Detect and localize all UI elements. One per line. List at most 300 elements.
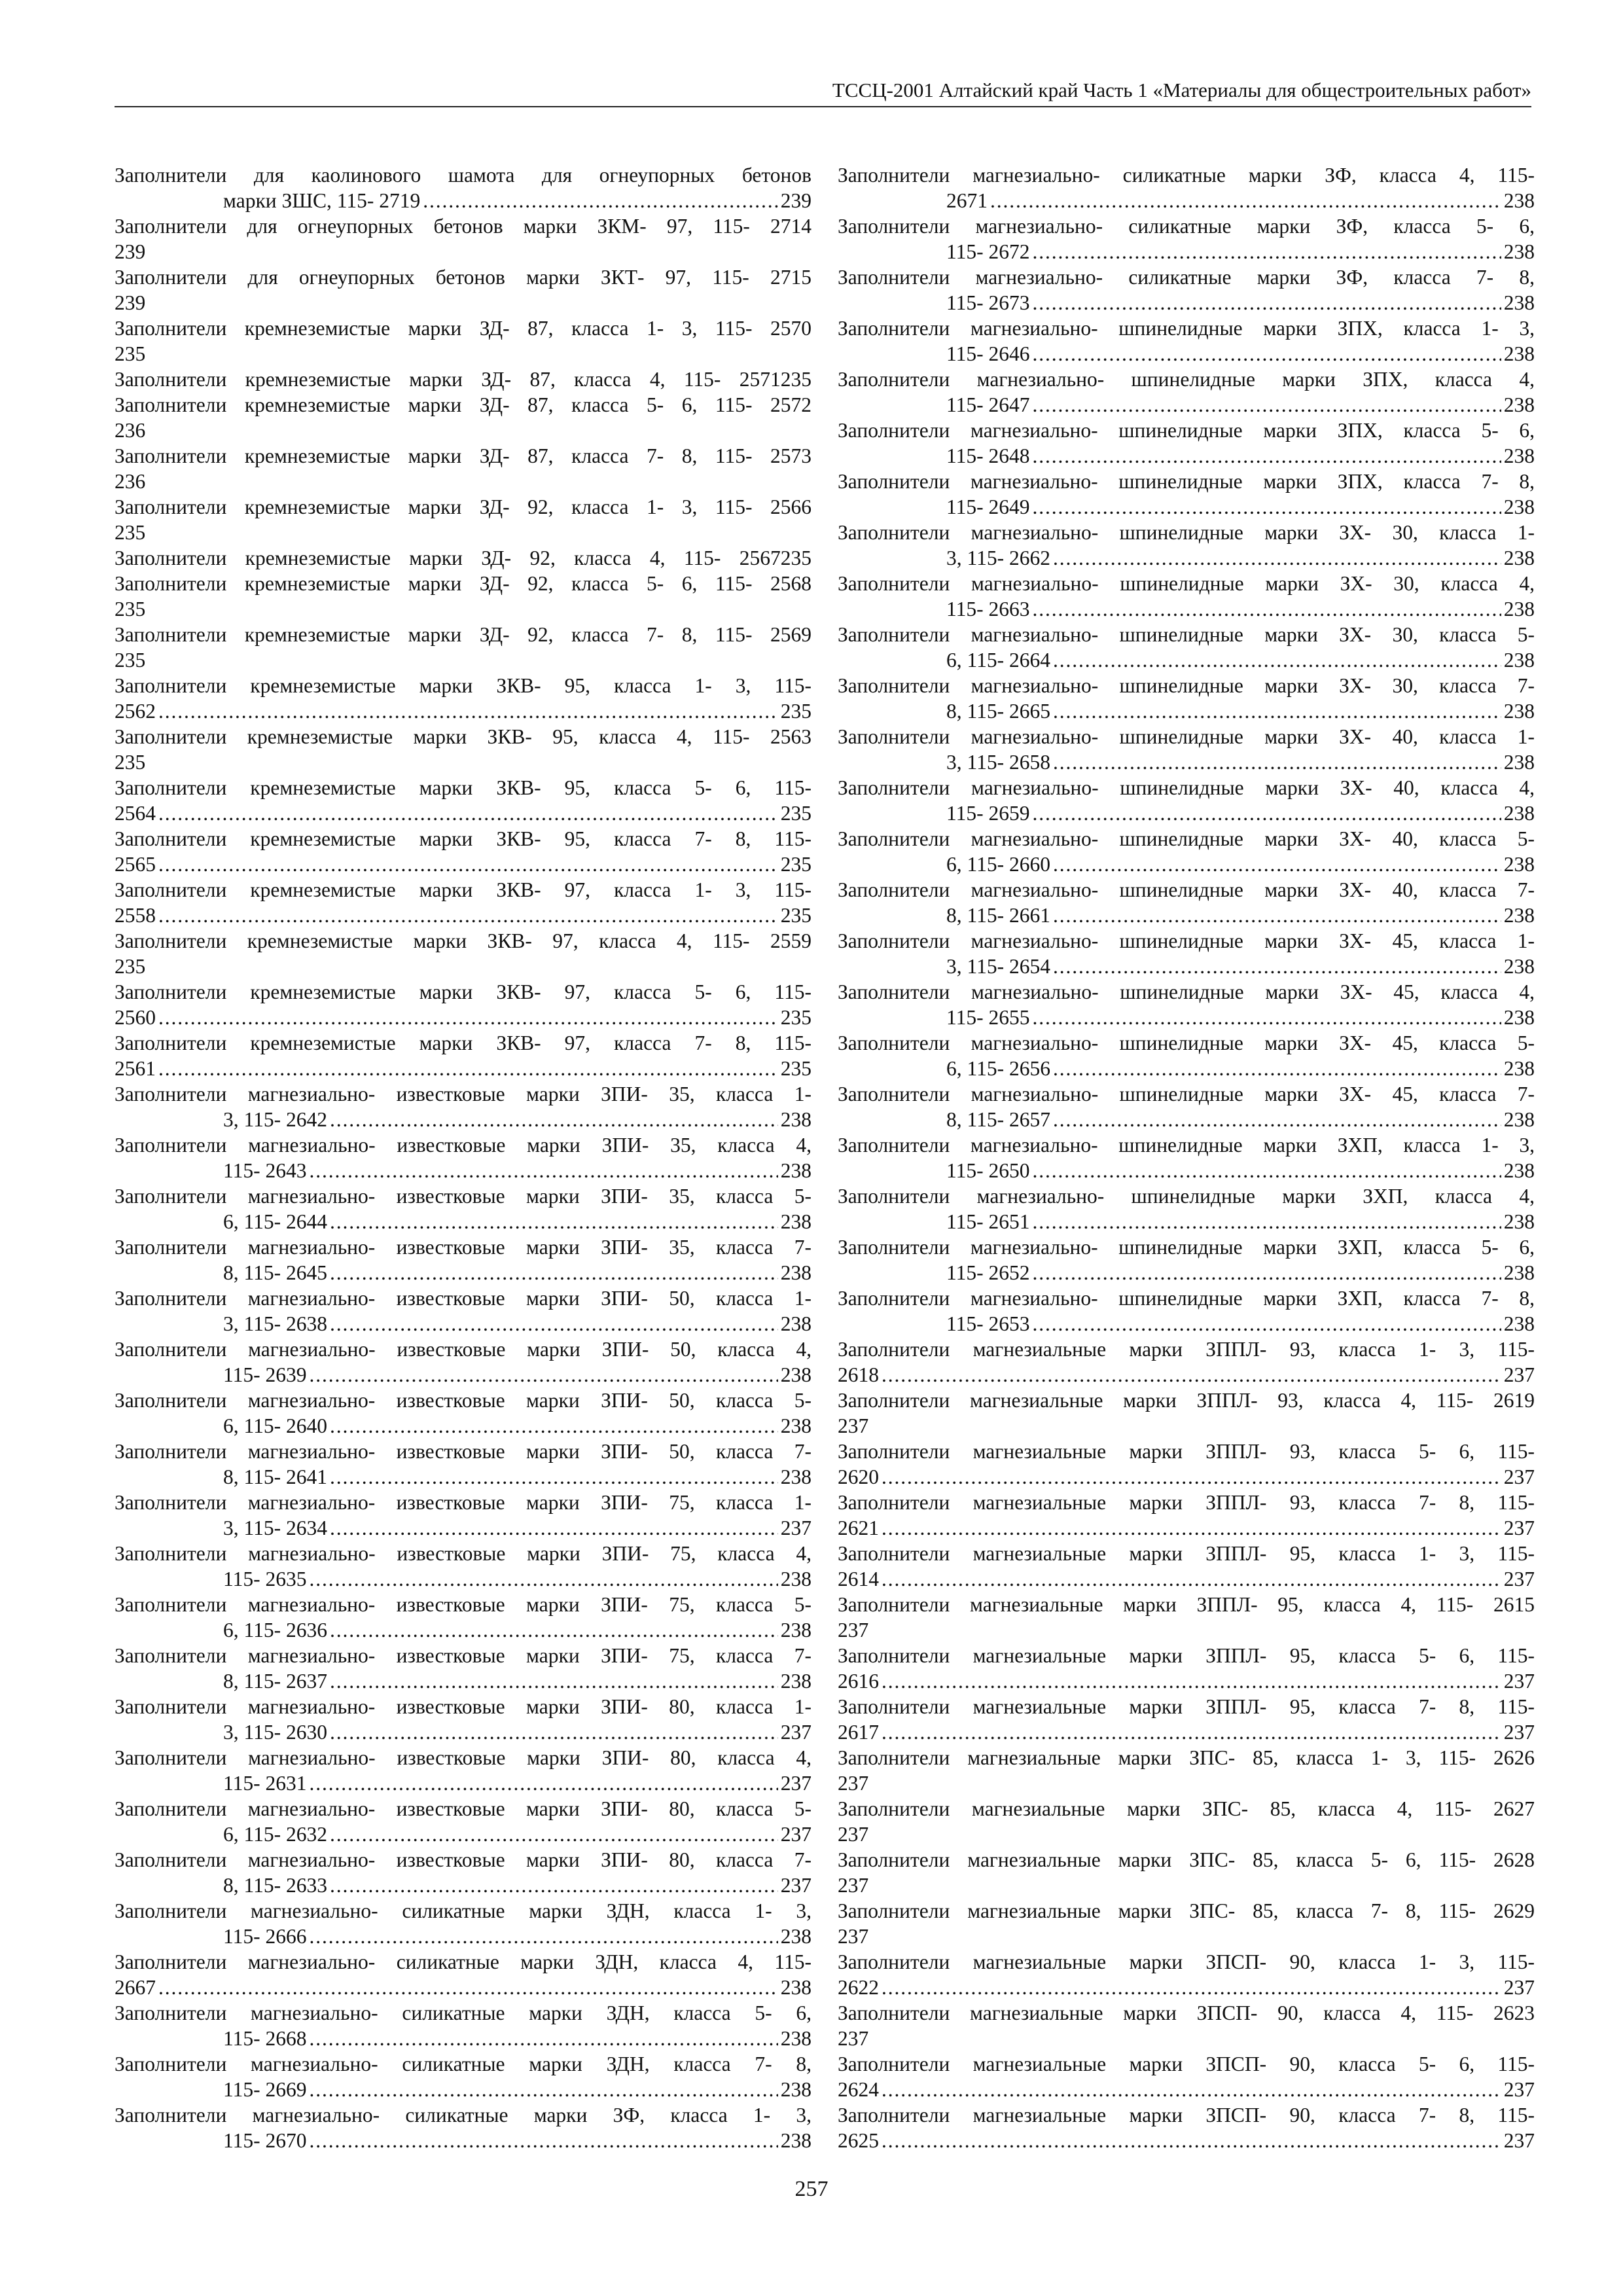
entry-text: Заполнители магнезиальные марки ЗПС- 85, класса 5- 6, 115- 2628 [838, 1848, 1535, 1871]
index-entry [115, 1745, 812, 1796]
index-entry [115, 1132, 812, 1183]
entry-text: Заполнители магнезиально- известковые марки ЗПИ- 80, класса 7- [115, 1848, 812, 1871]
index-entry [115, 622, 812, 673]
entry-continuation [838, 1464, 1535, 1490]
entry-continuation [838, 1260, 1535, 1285]
dot-leader [330, 1515, 778, 1541]
entry-text: Заполнители магнезиально- известковые марки ЗПИ- 75, класса 4, [115, 1542, 812, 1565]
page-ref: 237 [1503, 1670, 1535, 1693]
entry-continuation [115, 1413, 812, 1439]
dot-leader [1053, 1056, 1501, 1081]
entry-continuation [838, 1770, 1535, 1796]
page-ref: 237 [780, 1874, 812, 1897]
index-entry [115, 928, 812, 979]
dot-leader [309, 1362, 777, 1388]
index-entry [115, 826, 812, 877]
entry-text: Заполнители кремнеземистые марки ЗКВ- 95, класса 7- 8, 115- [115, 827, 812, 850]
entry-code: 3, 115- 2634 [223, 1516, 327, 1539]
dot-leader [1053, 852, 1501, 877]
dot-leader [1032, 1005, 1501, 1030]
entry-code: 2616 [838, 1670, 879, 1693]
entry-continuation [838, 903, 1535, 928]
entry-text: Заполнители кремнеземистые марки ЗД- 92, класса 7- 8, 115- 2569 [115, 623, 812, 646]
entry-text: Заполнители магнезиально- силикатные марки ЗДН, класса 1- 3, [115, 1899, 812, 1922]
page-ref: 237 [838, 1414, 869, 1437]
entry-continuation [838, 2026, 1535, 2051]
entry-text: Заполнители для огнеупорных бетонов марки ЗКМ- 97, 115- 2714 [115, 215, 812, 238]
entry-text: Заполнители кремнеземистые марки ЗД- 87, класса 7- 8, 115- 2573 [115, 444, 812, 467]
index-entry [115, 1183, 812, 1234]
page-ref: 237 [1503, 1465, 1535, 1488]
entry-continuation [838, 443, 1535, 469]
entry-code: 115- 2653 [946, 1312, 1030, 1335]
entry-continuation [838, 1362, 1535, 1388]
page-ref: 238 [1503, 1057, 1535, 1080]
dot-leader [1053, 954, 1501, 979]
index-entry [838, 367, 1535, 418]
index-entry [838, 622, 1535, 673]
dot-leader [423, 188, 778, 213]
entry-continuation [115, 1515, 812, 1541]
index-entry [115, 1490, 812, 1541]
entry-continuation [115, 954, 812, 979]
entry-text: Заполнители магнезиально- силикатные марки ЗДН, класса 4, 115- [115, 1950, 812, 1973]
entry-text: Заполнители кремнеземистые марки ЗКВ- 97, класса 4, 115- 2559 [115, 929, 812, 952]
page-ref: 238 [1503, 1312, 1535, 1335]
page-number: 257 [794, 2177, 829, 2201]
entry-continuation [838, 341, 1535, 367]
entry-code: 6, 115- 2660 [946, 853, 1050, 876]
entry-code: 115- 2655 [946, 1006, 1030, 1029]
page-ref: 238 [780, 2129, 812, 2152]
entry-continuation [115, 341, 812, 367]
index-entry [115, 775, 812, 826]
index-entry [838, 826, 1535, 877]
dot-leader [158, 1975, 778, 2000]
entry-text: Заполнители магнезиально- шпинелидные марки ЗХ- 45, класса 7- [838, 1083, 1535, 1105]
entry-continuation [115, 1056, 812, 1081]
page-ref: 235 [780, 700, 812, 723]
entry-text: Заполнители кремнеземистые марки ЗКВ- 97, класса 1- 3, 115- [115, 878, 812, 901]
entry-continuation [115, 469, 812, 494]
entry-text: Заполнители магнезиально- известковые марки ЗПИ- 50, класса 5- [115, 1389, 812, 1412]
page-ref: 238 [1503, 547, 1535, 569]
entry-text: Заполнители магнезиальные марки ЗППЛ- 95, класса 5- 6, 115- [838, 1644, 1535, 1667]
entry-code: 8, 115- 2637 [223, 1670, 327, 1693]
entry-text: Заполнители магнезиальные марки ЗПС- 85, класса 7- 8, 115- 2629 [838, 1899, 1535, 1922]
entry-continuation [838, 239, 1535, 264]
page-ref: 239 [115, 291, 146, 314]
entry-code: 2617 [838, 1721, 879, 1744]
entry-text: Заполнители магнезиально- известковые марки ЗПИ- 75, класса 5- [115, 1593, 812, 1616]
entry-text: Заполнители магнезиально- шпинелидные марки ЗХ- 45, класса 5- [838, 1031, 1535, 1054]
page-ref: 237 [1503, 1976, 1535, 1999]
entry-text: Заполнители для огнеупорных бетонов марки ЗКТ- 97, 115- 2715 [115, 266, 812, 289]
dot-leader [1032, 1260, 1501, 1285]
dot-leader [882, 2128, 1501, 2153]
entry-text: Заполнители магнезиально- шпинелидные марки ЗХП, класса 4, [838, 1185, 1535, 1208]
entry-continuation [838, 647, 1535, 673]
page-ref: 238 [1503, 700, 1535, 723]
index-entry [838, 1949, 1535, 2000]
dot-leader [330, 1107, 778, 1132]
index-entry [115, 1592, 812, 1643]
index-entry [838, 213, 1535, 264]
page-ref: 238 [1503, 393, 1535, 416]
entry-text: Заполнители магнезиальные марки ЗППЛ- 93, класса 4, 115- 2619 [838, 1389, 1535, 1412]
page-ref: 237 [838, 1925, 869, 1948]
index-entry [838, 724, 1535, 775]
entry-code: 6, 115- 2636 [223, 1619, 327, 1641]
entry-code: 3, 115- 2654 [946, 955, 1050, 978]
index-entry [115, 264, 812, 315]
entry-code: 115- 2647 [946, 393, 1030, 416]
dot-leader [158, 1056, 778, 1081]
entry-code: 115- 2659 [946, 802, 1030, 825]
entry-text: Заполнители магнезиально- известковые марки ЗПИ- 75, класса 1- [115, 1491, 812, 1514]
dot-leader [158, 852, 778, 877]
dot-leader [158, 903, 778, 928]
entry-continuation [115, 596, 812, 622]
entry-code: 115- 2631 [223, 1772, 307, 1795]
dot-leader [1032, 800, 1501, 826]
entry-code: 6, 115- 2656 [946, 1057, 1050, 1080]
page-ref: 237 [1503, 1721, 1535, 1744]
entry-code: 2620 [838, 1465, 879, 1488]
page-ref: 235 [780, 802, 812, 825]
index-entry [838, 1081, 1535, 1132]
index-entry [838, 571, 1535, 622]
entry-continuation [115, 1975, 812, 2000]
index-entry [115, 494, 812, 545]
entry-code: 8, 115- 2665 [946, 700, 1050, 723]
index-column-left [115, 162, 812, 2153]
page-ref: 238 [1503, 904, 1535, 927]
entry-code: 2561 [115, 1057, 156, 1080]
page-ref: 238 [780, 1261, 812, 1284]
dot-leader [1032, 1311, 1501, 1336]
entry-text: Заполнители магнезиально- шпинелидные марки ЗХП, класса 5- 6, [838, 1236, 1535, 1259]
header-title: ТССЦ-2001 Алтайский край Часть 1 «Материалы для общестроительных работ» [832, 79, 1531, 101]
dot-leader [1032, 443, 1501, 469]
index-entry [115, 571, 812, 622]
index-entry [838, 1592, 1535, 1643]
entry-text: Заполнители магнезиально- силикатные марки ЗФ, класса 7- 8, [838, 266, 1535, 289]
entry-code: 8, 115- 2641 [223, 1465, 327, 1488]
entry-continuation [115, 1158, 812, 1183]
entry-text: Заполнители магнезиальные марки ЗПС- 85, класса 1- 3, 115- 2626 [838, 1746, 1535, 1769]
entry-text: Заполнители магнезиально- известковые марки ЗПИ- 80, класса 5- [115, 1797, 812, 1820]
index-entry [838, 1796, 1535, 1847]
entry-continuation [115, 1107, 812, 1132]
entry-code: 2565 [115, 853, 156, 876]
entry-continuation [115, 1821, 812, 1847]
entry-code: 115- 2649 [946, 495, 1030, 518]
page-ref: 238 [780, 1108, 812, 1131]
entry-continuation [838, 1924, 1535, 1949]
entry-continuation [115, 1566, 812, 1592]
dot-leader [158, 800, 778, 826]
page-ref: 236 [115, 470, 146, 493]
dot-leader [330, 1821, 778, 1847]
page-ref: 238 [780, 1925, 812, 1948]
entry-text: Заполнители магнезиальные марки ЗПСП- 90, класса 1- 3, 115- [838, 1950, 1535, 1973]
index-entry [115, 315, 812, 367]
index-entry [115, 545, 812, 571]
entry-continuation [115, 800, 812, 826]
entry-code: 2564 [115, 802, 156, 825]
page-ref: 238 [1503, 342, 1535, 365]
index-entry [838, 162, 1535, 213]
entry-text: Заполнители кремнеземистые марки ЗД- 87, класса 5- 6, 115- 2572 [115, 393, 812, 416]
dot-leader [1053, 1107, 1501, 1132]
page-ref: 236 [115, 419, 146, 442]
page-ref: 238 [780, 1159, 812, 1182]
index-entry [838, 1030, 1535, 1081]
entry-code: 2614 [838, 1568, 879, 1590]
entry-text: Заполнители магнезиально- шпинелидные марки ЗХ- 45, класса 4, [838, 980, 1535, 1003]
dot-leader [330, 1260, 778, 1285]
page-ref: 238 [1503, 853, 1535, 876]
index-entry [115, 213, 812, 264]
index-entry [838, 520, 1535, 571]
entry-text: Заполнители магнезиально- силикатные марки ЗДН, класса 7- 8, [115, 2053, 812, 2075]
entry-text: Заполнители магнезиальные марки ЗППЛ- 93, класса 1- 3, 115- [838, 1338, 1535, 1361]
dot-leader [309, 2026, 777, 2051]
entry-text: Заполнители для каолинового шамота для огнеупорных бетонов [115, 164, 812, 187]
page-ref: 238 [1503, 495, 1535, 518]
entry-code: 6, 115- 2640 [223, 1414, 327, 1437]
entry-text: Заполнители магнезиально- известковые марки ЗПИ- 35, класса 7- [115, 1236, 812, 1259]
entry-text: Заполнители магнезиально- шпинелидные марки ЗХ- 40, класса 4, [838, 776, 1535, 799]
entry-continuation [115, 698, 812, 724]
entry-text: Заполнители магнезиальные марки ЗПСП- 90, класса 7- 8, 115- [838, 2104, 1535, 2126]
dot-leader [882, 1362, 1501, 1388]
index-entry [115, 1439, 812, 1490]
dot-leader [1032, 494, 1501, 520]
dot-leader [309, 1770, 777, 1796]
index-entry [115, 724, 812, 775]
dot-leader [1053, 749, 1501, 775]
index-entry [115, 1336, 812, 1388]
entry-code: 3, 115- 2662 [946, 547, 1050, 569]
entry-code: 115- 2666 [223, 1925, 307, 1948]
index-entry [838, 1388, 1535, 1439]
index-entry [838, 315, 1535, 367]
entry-code: 115- 2670 [223, 2129, 307, 2152]
entry-text: Заполнители магнезиально- известковые марки ЗПИ- 35, класса 1- [115, 1083, 812, 1105]
entry-text: Заполнители кремнеземистые марки ЗКВ- 95, класса 5- 6, 115- [115, 776, 812, 799]
entry-code: 115- 2639 [223, 1363, 307, 1386]
index-entry [115, 877, 812, 928]
dot-leader [1032, 1158, 1501, 1183]
page-ref: 235 [780, 1057, 812, 1080]
entry-code: 3, 115- 2658 [946, 751, 1050, 774]
dot-leader [1032, 1209, 1501, 1234]
entry-continuation [115, 1924, 812, 1949]
entry-code: 6, 115- 2664 [946, 649, 1050, 672]
page-ref: 238 [1503, 1006, 1535, 1029]
page-ref: 238 [1503, 189, 1535, 212]
dot-leader [882, 1515, 1501, 1541]
entry-text: Заполнители магнезиальные марки ЗПСП- 90, класса 5- 6, 115- [838, 2053, 1535, 2075]
page-ref: 238 [1503, 802, 1535, 825]
entry-text: Заполнители кремнеземистые марки ЗКВ- 95, класса 1- 3, 115- [115, 674, 812, 697]
entry-text: Заполнители магнезиально- силикатные марки ЗФ, класса 1- 3, [115, 2104, 812, 2126]
page-ref: 238 [780, 1619, 812, 1641]
dot-leader [882, 1719, 1501, 1745]
entry-text: Заполнители магнезиальные марки ЗППЛ- 95, класса 7- 8, 115- [838, 1695, 1535, 1718]
entry-continuation [838, 1158, 1535, 1183]
entry-code: 6, 115- 2632 [223, 1823, 327, 1846]
page-ref: 235 [115, 521, 146, 544]
entry-code: 115- 2651 [946, 1210, 1030, 1233]
entry-code: 2560 [115, 1006, 156, 1029]
entry-continuation [115, 852, 812, 877]
entry-code: 2667 [115, 1976, 156, 1999]
dot-leader [330, 1668, 778, 1694]
index-entry [115, 443, 812, 494]
entry-text: Заполнители магнезиально- шпинелидные марки ЗПХ, класса 5- 6, [838, 419, 1535, 442]
entry-continuation [115, 1362, 812, 1388]
index-entry [115, 1234, 812, 1285]
dot-leader [158, 698, 778, 724]
index-entry [838, 1847, 1535, 1898]
page-ref: 237 [1503, 1516, 1535, 1539]
entry-text: Заполнители магнезиальные марки ЗППЛ- 93, класса 5- 6, 115- [838, 1440, 1535, 1463]
dot-leader [330, 1209, 778, 1234]
page-ref: 237 [1503, 2078, 1535, 2101]
entry-continuation [838, 290, 1535, 315]
entry-continuation [115, 418, 812, 443]
entry-continuation [115, 239, 812, 264]
index-entry [838, 1234, 1535, 1285]
index-entry [838, 469, 1535, 520]
entry-continuation [838, 954, 1535, 979]
entry-text: Заполнители магнезиально- известковые марки ЗПИ- 80, класса 1- [115, 1695, 812, 1718]
index-entry [838, 2000, 1535, 2051]
entry-code: 2618 [838, 1363, 879, 1386]
dot-leader [1032, 239, 1501, 264]
running-header [115, 73, 1531, 107]
entry-continuation [838, 1107, 1535, 1132]
entry-text: Заполнители магнезиально- шпинелидные марки ЗХ- 30, класса 5- [838, 623, 1535, 646]
entry-continuation [838, 1975, 1535, 2000]
entry-code: 2562 [115, 700, 156, 723]
entry-code: 3, 115- 2630 [223, 1721, 327, 1744]
entry-text: Заполнители магнезиально- известковые марки ЗПИ- 80, класса 4, [115, 1746, 812, 1769]
index-entry [115, 162, 812, 213]
entry-continuation [838, 188, 1535, 213]
entry-continuation [838, 596, 1535, 622]
entry-code: 6, 115- 2644 [223, 1210, 327, 1233]
dot-leader [158, 1005, 778, 1030]
dot-leader [1032, 341, 1501, 367]
entry-continuation [115, 1873, 812, 1898]
page-ref: 238 [1503, 1210, 1535, 1233]
entry-continuation [115, 2026, 812, 2051]
dot-leader [330, 1311, 778, 1336]
page-ref: 238 [1503, 649, 1535, 672]
entry-continuation [838, 545, 1535, 571]
dot-leader [1053, 698, 1501, 724]
entry-code: 115- 2646 [946, 342, 1030, 365]
entry-code: 115- 2663 [946, 598, 1030, 620]
dot-leader [882, 2077, 1501, 2102]
page-ref: 235 [115, 955, 146, 978]
dot-leader [990, 188, 1501, 213]
entry-code: 115- 2635 [223, 1568, 307, 1590]
dot-leader [330, 1873, 778, 1898]
page-ref: 238 [780, 1465, 812, 1488]
page-ref: 238 [780, 1670, 812, 1693]
entry-text: Заполнители магнезиально- шпинелидные марки ЗПХ, класса 7- 8, [838, 470, 1535, 493]
page-ref: 235 [780, 904, 812, 927]
index-entry [115, 2102, 812, 2153]
entry-continuation [838, 1617, 1535, 1643]
entry-continuation [838, 749, 1535, 775]
entry-continuation [838, 1413, 1535, 1439]
entry-text: Заполнители магнезиально- силикатные марки ЗФ, класса 5- 6, [838, 215, 1535, 238]
entry-text: Заполнители кремнеземистые марки ЗД- 92, класса 4, 115- 2567235 [115, 547, 812, 569]
entry-text: Заполнители магнезиально- известковые марки ЗПИ- 35, класса 4, [115, 1134, 812, 1157]
entry-text: Заполнители кремнеземистые марки ЗКВ- 95, класса 4, 115- 2563 [115, 725, 812, 748]
page-ref: 238 [780, 1976, 812, 1999]
page-ref: 238 [1503, 598, 1535, 620]
entry-continuation [838, 1515, 1535, 1541]
page-ref: 237 [780, 1516, 812, 1539]
entry-continuation [115, 2128, 812, 2153]
index-entry [838, 1183, 1535, 1234]
index-entry [115, 1949, 812, 2000]
entry-text: Заполнители магнезиально- известковые марки ЗПИ- 50, класса 1- [115, 1287, 812, 1310]
entry-continuation [838, 1056, 1535, 1081]
index-entry [838, 979, 1535, 1030]
page-ref: 238 [1503, 955, 1535, 978]
entry-continuation [838, 1719, 1535, 1745]
entry-continuation [115, 647, 812, 673]
index-entry [838, 1541, 1535, 1592]
entry-code: 115- 2668 [223, 2027, 307, 2050]
entry-code: марки ЗШС, 115- 2719 [223, 189, 421, 212]
entry-continuation [115, 1464, 812, 1490]
entry-text: Заполнители магнезиально- известковые марки ЗПИ- 35, класса 5- [115, 1185, 812, 1208]
index-entry [115, 1847, 812, 1898]
dot-leader [330, 1464, 778, 1490]
entry-text: Заполнители магнезиальные марки ЗПС- 85, класса 4, 115- 2627 [838, 1797, 1535, 1820]
entry-continuation [115, 749, 812, 775]
entry-text: Заполнители магнезиально- шпинелидные марки ЗХ- 40, класса 1- [838, 725, 1535, 748]
entry-continuation [115, 520, 812, 545]
entry-continuation [115, 1005, 812, 1030]
entry-text: Заполнители кремнеземистые марки ЗКВ- 97, класса 5- 6, 115- [115, 980, 812, 1003]
dot-leader [882, 1975, 1501, 2000]
entry-continuation [115, 2077, 812, 2102]
page-ref: 239 [780, 189, 812, 212]
page-ref: 238 [780, 1210, 812, 1233]
entry-text: Заполнители кремнеземистые марки ЗД- 92, класса 5- 6, 115- 2568 [115, 572, 812, 595]
index-entry [838, 1745, 1535, 1796]
entry-text: Заполнители кремнеземистые марки ЗД- 92, класса 1- 3, 115- 2566 [115, 495, 812, 518]
index-entry [838, 1336, 1535, 1388]
index-entry [115, 1694, 812, 1745]
entry-code: 3, 115- 2642 [223, 1108, 327, 1131]
entry-text: Заполнители магнезиальные марки ЗППЛ- 95, класса 4, 115- 2615 [838, 1593, 1535, 1616]
dot-leader [330, 1413, 778, 1439]
index-entry [838, 1439, 1535, 1490]
entry-continuation [838, 1005, 1535, 1030]
entry-continuation [115, 1668, 812, 1694]
